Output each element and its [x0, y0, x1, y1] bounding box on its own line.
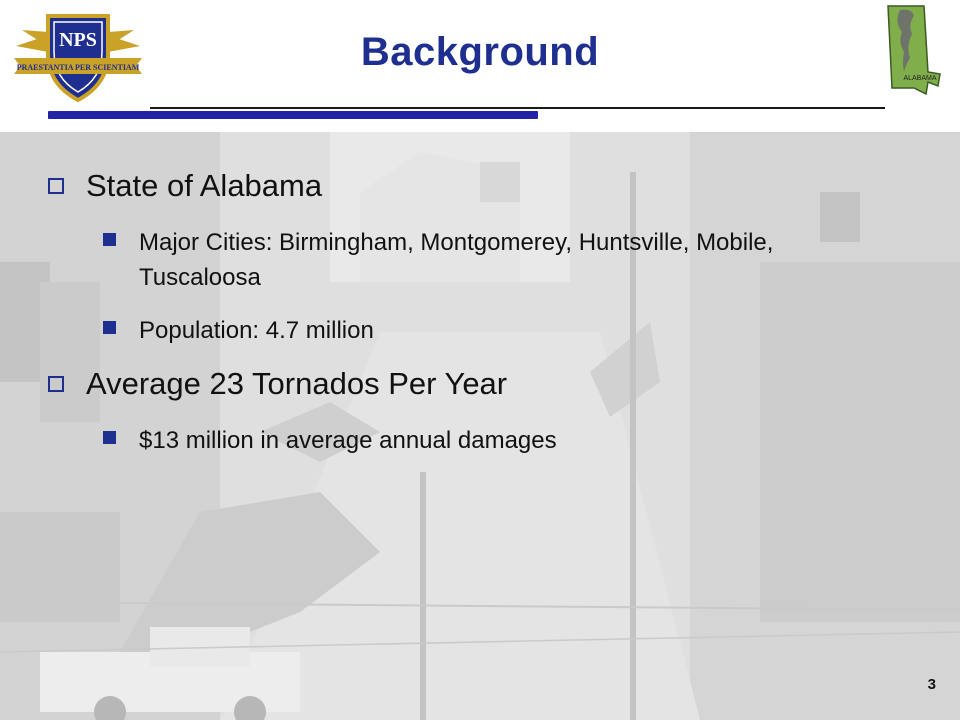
map-label: ALABAMA — [903, 75, 937, 82]
filled-square-bullet-icon — [103, 233, 116, 246]
filled-square-bullet-icon — [103, 431, 116, 444]
bullet-text: Average 23 Tornados Per Year — [86, 366, 508, 401]
hollow-square-bullet-icon — [48, 376, 64, 392]
bullet-level1 — [48, 366, 507, 402]
bullet-level2 — [103, 313, 899, 348]
page-number: 3 — [927, 676, 936, 693]
logo-text: NPS — [59, 29, 97, 51]
bullet-level1 — [48, 168, 322, 204]
filled-square-bullet-icon — [103, 321, 116, 334]
sub-bullet-text: Population: 4.7 million — [139, 317, 374, 344]
bullet-level2 — [103, 225, 899, 295]
bullet-text: State of Alabama — [86, 168, 323, 203]
sub-bullet-text: $13 million in average annual damages — [139, 427, 557, 454]
slide-title: Background — [360, 30, 600, 74]
bullet-level2 — [103, 423, 899, 458]
hollow-square-bullet-icon — [48, 178, 64, 194]
logo-motto: PRAESTANTIA PER SCIENTIAM — [16, 63, 140, 72]
sub-bullet-text: Major Cities: Birmingham, Montgomerey, Huntsville, Mobile, Tuscaloosa — [139, 229, 774, 291]
